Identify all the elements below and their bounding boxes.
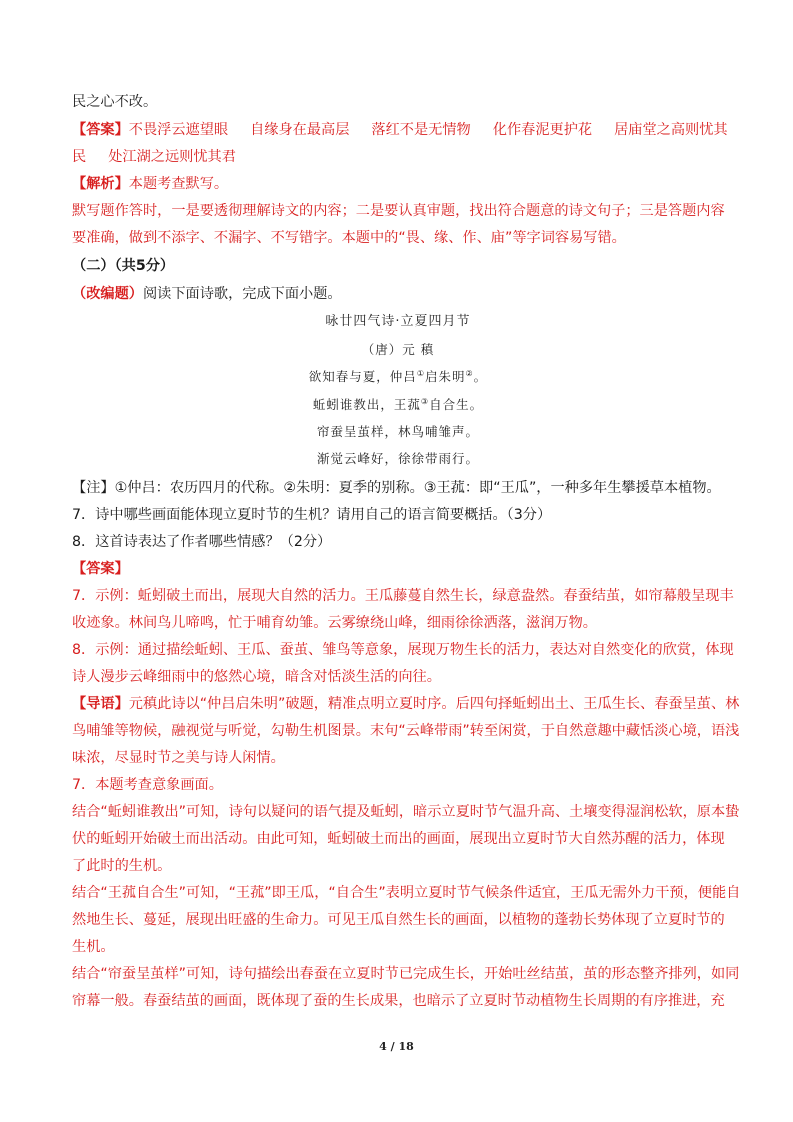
text-line: 诗人漫步云峰细雨中的悠然心境，暗含对恬淡生活的向往。	[72, 669, 441, 685]
section-heading: （二）（共5分）	[72, 258, 175, 274]
answer-item: 自缘身在最高层	[250, 122, 350, 138]
answer-item: 落红不是无情物	[371, 122, 471, 138]
analysis-text: 本题考查默写。	[128, 176, 229, 192]
answer-item: 处江湖之远则忧其君	[108, 149, 236, 165]
footnote-mark: ②	[465, 368, 474, 378]
question-7: 7．诗中哪些画面能体现立夏时节的生机？请用自己的语言简要概括。（3分）	[72, 507, 552, 523]
text-line: 结合“帘蚕呈茧样”可知，诗句描绘出春蚕在立夏时节已完成生长，开始吐丝结茧，茧的形态整齐排列，如同	[72, 966, 740, 982]
text-line: 味浓，尽显时节之美与诗人闲情。	[72, 750, 285, 766]
text-line: 7．示例：蚯蚓破土而出，展现大自然的活力。王瓜藤蔓自然生长，绿意盎然。春蚕结茧，如帘幕般呈现丰	[72, 588, 734, 604]
text-line: 7．本题考查意象画面。	[72, 777, 223, 793]
answer-item: 化作春泥更护花	[492, 122, 593, 138]
text-line: 8．示例：通过描绘蚯蚓、王瓜、蚕茧、雏鸟等意象，展现万物生长的活力，表达对自然变化的欣赏，体现	[72, 642, 734, 658]
intro-tag: 【导语】	[72, 696, 129, 712]
poem-text: 蚯蚓谁教出，王菰	[312, 397, 421, 412]
text-line: 结合“王菰自合生”可知，“王菰”即王瓜，“自合生”表明立夏时节气候条件适宜，王瓜无需外力干预，便能自	[72, 885, 741, 901]
text-line: 默写题作答时，一是要透彻理解诗文的内容；二是要认真审题，找出符合题意的诗文句子；三是答题内容	[72, 203, 725, 219]
poem-line	[72, 396, 724, 414]
poem-line: 帘蚕呈茧样，林鸟哺雏声。	[316, 424, 479, 439]
poem-text: 启朱明	[424, 369, 466, 384]
text-line: 伏的蚯蚓开始破土而出活动。由此可知，蚯蚓破土而出的画面，展现出立夏时节大自然苏醒的活力，体现	[72, 831, 725, 847]
poem-title: 咏廿四气诗·立夏四月节	[325, 314, 471, 329]
intro-text: 元稹此诗以“仲吕启朱明”破题，精准点明立夏时序。后四句择蚯蚓出土、王瓜生长、春蚕呈茧、林	[128, 696, 740, 712]
poem-author: （唐）元 稹	[361, 342, 435, 357]
question-8: 8．这首诗表达了作者哪些情感？（2分）	[72, 534, 332, 550]
text-line: 然地生长、蔓延，展现出旺盛的生命力。可见王瓜自然生长的画面，以植物的蓬勃长势体现了立夏时节的	[72, 912, 725, 928]
text-line: 要准确，做到不添字、不漏字、不写错字。本题中的“畏、缘、作、庙”等字词容易写错。	[72, 230, 626, 246]
answer-line	[72, 120, 728, 140]
analysis-line	[72, 174, 228, 194]
text-line: 鸟哺雏等物候，融视觉与听觉，勾勒生机图景。末句“云峰带雨”转至闲赏，于自然意趣中藏恬淡心境，语浅	[72, 723, 740, 739]
poem-line: 渐觉云峰好，徐徐带雨行。	[316, 451, 479, 466]
answer-item: 民	[72, 149, 87, 165]
text-line: 结合“蚯蚓谁教出”可知，诗句以疑问的语气提及蚯蚓，暗示立夏时节气温升高、土壤变得湿润松软，原本蛰	[72, 804, 740, 820]
note-line: 【注】①仲吕：农历四月的代称。②朱明：夏季的别称。③王菰：即“王瓜”，一种多年生攀援草本植物。	[72, 480, 721, 496]
footnote-mark: ③	[420, 396, 430, 406]
adapted-tag: （改编题）	[72, 286, 143, 302]
text-line: 了此时的生机。	[72, 858, 172, 874]
poem-text: 自合生。	[429, 397, 484, 412]
footnote-mark: ①	[416, 368, 425, 378]
question-intro	[72, 284, 342, 304]
text-line: 收迹象。林间鸟儿啼鸣，忙于哺育幼雏。云雾缭绕山峰，细雨徐徐洒落，滋润万物。	[72, 615, 597, 631]
answer-heading: 【答案】	[72, 561, 129, 577]
answer-tag: 【答案】	[72, 122, 129, 138]
poem-text: 。	[473, 369, 488, 384]
poem-line	[72, 368, 724, 386]
text-line: 帘幕一般。春蚕结茧的画面，既体现了蚕的生长成果，也暗示了立夏时节动植物生长周期的有序推进，充	[72, 993, 725, 1009]
analysis-tag: 【解析】	[72, 176, 129, 192]
answer-item: 居庙堂之高则忧其	[614, 122, 728, 138]
page-number: 4 / 18	[379, 1040, 414, 1053]
text-line: 生机。	[72, 939, 115, 955]
text-line: 民之心不改。	[72, 94, 158, 110]
answer-line	[72, 147, 236, 167]
intro-text: 阅读下面诗歌，完成下面小题。	[142, 286, 342, 302]
answer-item: 不畏浮云遮望眼	[128, 122, 229, 138]
poem-text: 欲知春与夏，仲吕	[308, 369, 417, 384]
intro-line	[72, 694, 739, 714]
